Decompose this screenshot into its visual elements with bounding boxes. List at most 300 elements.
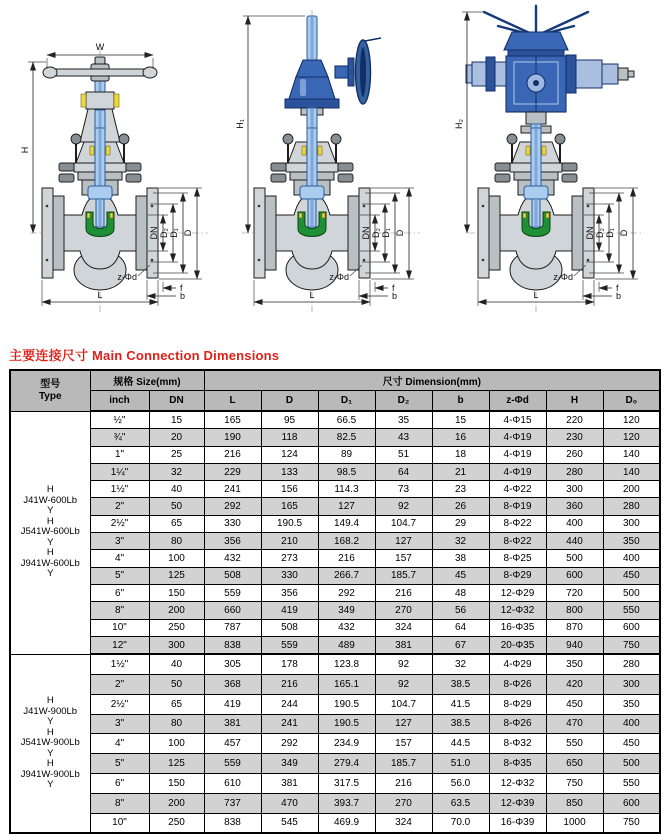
dimension-cell: 457 bbox=[204, 734, 261, 754]
column-header: inch bbox=[90, 391, 149, 412]
header-size-group: 规格 Size(mm) bbox=[90, 370, 204, 391]
dimension-cell: 300 bbox=[149, 636, 204, 654]
dimension-cell: 241 bbox=[204, 481, 261, 498]
dimension-cell: 140 bbox=[603, 463, 660, 480]
stem-collar bbox=[88, 186, 112, 199]
dimension-cell: 120 bbox=[603, 429, 660, 446]
dimension-cell: 120 bbox=[603, 411, 660, 429]
dimension-cell: 18 bbox=[432, 446, 489, 463]
dim-label-D: D bbox=[183, 229, 193, 237]
dimension-cell: 165 bbox=[261, 498, 318, 515]
dimension-cell: 3" bbox=[90, 533, 149, 550]
dimension-cell: 12" bbox=[90, 636, 149, 654]
dimension-cell: 98.5 bbox=[318, 463, 375, 480]
dimension-cell: 360 bbox=[546, 498, 603, 515]
dimension-cell: 241 bbox=[261, 714, 318, 734]
handwheel-bar bbox=[47, 69, 153, 76]
dimension-cell: 8-Φ19 bbox=[489, 498, 546, 515]
dimension-cell: 317.5 bbox=[318, 773, 375, 793]
dimension-cell: 35 bbox=[375, 411, 432, 429]
dimension-cell: ¾" bbox=[90, 429, 149, 446]
svg-text:f: f bbox=[616, 283, 619, 293]
dimension-cell: 838 bbox=[204, 636, 261, 654]
dimension-cell: 44.5 bbox=[432, 734, 489, 754]
section-title-zh: 主要连接尺寸 bbox=[9, 348, 89, 363]
dimension-cell: 124 bbox=[261, 446, 318, 463]
header-type-en: Type bbox=[38, 390, 62, 402]
dimension-cell: 38 bbox=[432, 550, 489, 567]
dimension-cell: 40 bbox=[149, 654, 204, 674]
dimension-cell: 234.9 bbox=[318, 734, 375, 754]
dimension-cell: 400 bbox=[603, 550, 660, 567]
svg-text:z-Φd: z-Φd bbox=[329, 272, 349, 282]
column-header: D₂ bbox=[375, 391, 432, 412]
dimension-cell: 190.5 bbox=[318, 694, 375, 714]
dimension-cell: 270 bbox=[375, 602, 432, 619]
valve2-body bbox=[242, 128, 420, 312]
dimension-cell: 8-Φ26 bbox=[489, 674, 546, 694]
yoke-sleeve bbox=[86, 92, 114, 109]
dimension-cell: 469.9 bbox=[318, 813, 375, 833]
dimension-cell: 280 bbox=[546, 463, 603, 480]
dimension-cell: 32 bbox=[149, 463, 204, 480]
dimension-cell: 508 bbox=[261, 619, 318, 636]
column-header: L bbox=[204, 391, 261, 412]
dimension-cell: 190.5 bbox=[318, 714, 375, 734]
dimension-cell: 508 bbox=[204, 567, 261, 584]
dimension-cell: 8-Φ22 bbox=[489, 515, 546, 532]
dimension-cell: 349 bbox=[261, 754, 318, 774]
valve-drawing-gear bbox=[223, 0, 446, 338]
dimension-cell: 279.4 bbox=[318, 754, 375, 774]
dimension-cell: 10" bbox=[90, 619, 149, 636]
dimension-cell: 720 bbox=[546, 584, 603, 601]
dimension-cell: 65 bbox=[149, 515, 204, 532]
svg-text:f: f bbox=[392, 283, 395, 293]
dimension-cell: 8-Φ29 bbox=[489, 567, 546, 584]
dimension-cell: 400 bbox=[546, 515, 603, 532]
dimension-cell: 114.3 bbox=[318, 481, 375, 498]
dimension-cell: 1½" bbox=[90, 654, 149, 674]
dimension-cell: 45 bbox=[432, 567, 489, 584]
dimension-cell: 63.5 bbox=[432, 793, 489, 813]
dim-label-H: H bbox=[20, 146, 30, 154]
dimension-cell: 4" bbox=[90, 734, 149, 754]
dimension-cell: 190 bbox=[204, 429, 261, 446]
dimension-cell: 2" bbox=[90, 674, 149, 694]
valve-drawing-electric bbox=[446, 0, 670, 338]
column-header: H bbox=[546, 391, 603, 412]
dimension-cell: 350 bbox=[603, 694, 660, 714]
dimension-cell: 940 bbox=[546, 636, 603, 654]
svg-text:D₂: D₂ bbox=[595, 228, 605, 238]
table-row bbox=[10, 754, 660, 774]
dimension-cell: 123.8 bbox=[318, 654, 375, 674]
dimension-cell: 500 bbox=[546, 550, 603, 567]
dimension-cell: 80 bbox=[149, 533, 204, 550]
section-title bbox=[9, 345, 670, 364]
dimension-cell: 40 bbox=[149, 481, 204, 498]
dimension-cell: 89 bbox=[318, 446, 375, 463]
column-header: z-Φd bbox=[489, 391, 546, 412]
dimension-cell: 8" bbox=[90, 602, 149, 619]
dimension-cell: 273 bbox=[261, 550, 318, 567]
table-row bbox=[10, 674, 660, 694]
dimension-cell: 156 bbox=[261, 481, 318, 498]
dimension-cell: 559 bbox=[204, 584, 261, 601]
table-row bbox=[10, 714, 660, 734]
gland-right bbox=[114, 94, 119, 107]
dimension-cell: 104.7 bbox=[375, 694, 432, 714]
table-row bbox=[10, 411, 660, 429]
svg-text:DN: DN bbox=[585, 226, 595, 240]
table-row bbox=[10, 550, 660, 567]
dimension-cell: 419 bbox=[204, 694, 261, 714]
table-row bbox=[10, 636, 660, 654]
dimension-cell: 16-Φ35 bbox=[489, 619, 546, 636]
dimension-cell: 5" bbox=[90, 567, 149, 584]
dimension-cell: 4-Φ19 bbox=[489, 463, 546, 480]
dimension-cell: 41.5 bbox=[432, 694, 489, 714]
svg-text:z-Φd: z-Φd bbox=[553, 272, 573, 282]
table-row bbox=[10, 463, 660, 480]
dimension-cell: 25 bbox=[149, 446, 204, 463]
dimension-cell: 95 bbox=[261, 411, 318, 429]
table-row bbox=[10, 793, 660, 813]
dimension-cell: 133 bbox=[261, 463, 318, 480]
dimension-cell: 420 bbox=[546, 674, 603, 694]
dimension-cell: 82.5 bbox=[318, 429, 375, 446]
dimension-cell: 450 bbox=[546, 694, 603, 714]
gland-left bbox=[81, 94, 86, 107]
dimension-cell: 737 bbox=[204, 793, 261, 813]
dimension-cell: 787 bbox=[204, 619, 261, 636]
table-row bbox=[10, 515, 660, 532]
svg-text:D₂: D₂ bbox=[371, 228, 381, 238]
dimension-cell: 216 bbox=[318, 550, 375, 567]
dimension-cell: 250 bbox=[149, 619, 204, 636]
dimension-cell: 550 bbox=[546, 734, 603, 754]
dimension-cell: 51 bbox=[375, 446, 432, 463]
dimension-cell: 12-Φ32 bbox=[489, 773, 546, 793]
dimension-cell: 550 bbox=[603, 773, 660, 793]
dim-label-D1: D₁ bbox=[169, 228, 179, 238]
dimension-cell: 8-Φ29 bbox=[489, 694, 546, 714]
dimension-cell: 149.4 bbox=[318, 515, 375, 532]
svg-text:D₁: D₁ bbox=[605, 228, 615, 238]
dimension-cell: 140 bbox=[603, 446, 660, 463]
svg-text:b: b bbox=[392, 291, 398, 301]
column-header: D₀ bbox=[603, 391, 660, 412]
dimension-cell: 229 bbox=[204, 463, 261, 480]
table-row bbox=[10, 429, 660, 446]
dimension-cell: 118 bbox=[261, 429, 318, 446]
dimension-cell: 100 bbox=[149, 734, 204, 754]
dimension-cell: 870 bbox=[546, 619, 603, 636]
table-row bbox=[10, 813, 660, 833]
dimension-cell: 230 bbox=[546, 429, 603, 446]
dimension-cell: 4-Φ15 bbox=[489, 411, 546, 429]
dimension-cell: 381 bbox=[375, 636, 432, 654]
valve3-body bbox=[468, 128, 644, 312]
table-row bbox=[10, 446, 660, 463]
dimension-cell: 38.5 bbox=[432, 674, 489, 694]
dimension-cell: 381 bbox=[261, 773, 318, 793]
dimension-cell: 280 bbox=[603, 498, 660, 515]
svg-text:b: b bbox=[616, 291, 622, 301]
dimension-cell: 125 bbox=[149, 567, 204, 584]
dimension-cell: 280 bbox=[603, 654, 660, 674]
dimension-cell: 1½" bbox=[90, 481, 149, 498]
dimension-cell: 300 bbox=[603, 674, 660, 694]
svg-text:D₁: D₁ bbox=[381, 228, 391, 238]
valve-drawings bbox=[0, 0, 670, 338]
dimension-cell: 750 bbox=[603, 636, 660, 654]
dimension-cell: 80 bbox=[149, 714, 204, 734]
dimension-cell: 750 bbox=[546, 773, 603, 793]
dimension-cell: 393.7 bbox=[318, 793, 375, 813]
dimension-cell: 65 bbox=[149, 694, 204, 714]
eye-bolt-right bbox=[119, 134, 129, 144]
dimension-cell: 3" bbox=[90, 714, 149, 734]
dimension-cell: 305 bbox=[204, 654, 261, 674]
sub-header-row bbox=[10, 391, 660, 412]
dimension-cell: 450 bbox=[603, 734, 660, 754]
dimension-cell: 216 bbox=[261, 674, 318, 694]
dimension-cell: 450 bbox=[603, 567, 660, 584]
dim-label-DN: DN bbox=[149, 226, 159, 240]
dimension-cell: 12-Φ29 bbox=[489, 584, 546, 601]
table-row bbox=[10, 602, 660, 619]
dimension-cell: 157 bbox=[375, 550, 432, 567]
dimension-cell: 16-Φ39 bbox=[489, 813, 546, 833]
dimension-cell: 16 bbox=[432, 429, 489, 446]
gearbox-body bbox=[289, 77, 335, 99]
dimension-cell: 270 bbox=[375, 793, 432, 813]
valve-drawing-handwheel bbox=[0, 0, 223, 338]
dimension-cell: 2" bbox=[90, 498, 149, 515]
dimension-cell: 432 bbox=[318, 619, 375, 636]
dimension-cell: 92 bbox=[375, 498, 432, 515]
dim-label-L: L bbox=[97, 290, 103, 300]
dimension-cell: 838 bbox=[204, 813, 261, 833]
dimension-cell: 2½" bbox=[90, 694, 149, 714]
dimension-cell: 266.7 bbox=[318, 567, 375, 584]
dimension-cell: 6" bbox=[90, 773, 149, 793]
section-title-en: Main Connection Dimensions bbox=[92, 348, 280, 363]
table-row bbox=[10, 481, 660, 498]
dimension-cell: 20-Φ35 bbox=[489, 636, 546, 654]
svg-text:D: D bbox=[395, 229, 405, 237]
table-row bbox=[10, 773, 660, 793]
dimension-cell: 292 bbox=[204, 498, 261, 515]
header-dim-group: 尺寸 Dimension(mm) bbox=[204, 370, 660, 391]
dimension-cell: 4-Φ19 bbox=[489, 446, 546, 463]
dimension-cell: 15 bbox=[149, 411, 204, 429]
dimension-cell: 350 bbox=[603, 533, 660, 550]
table-group-600lb bbox=[10, 411, 660, 654]
dimension-cell: 660 bbox=[204, 602, 261, 619]
dimension-cell: 800 bbox=[546, 602, 603, 619]
dimension-cell: 324 bbox=[375, 619, 432, 636]
dimension-cell: 50 bbox=[149, 674, 204, 694]
dimension-cell: 8" bbox=[90, 793, 149, 813]
header-type-zh: 型号 bbox=[40, 378, 61, 390]
dimension-cell: 51.0 bbox=[432, 754, 489, 774]
dimension-cell: ½" bbox=[90, 411, 149, 429]
dimension-cell: 185.7 bbox=[375, 567, 432, 584]
dimension-cell: 419 bbox=[261, 602, 318, 619]
dimension-cell: 92 bbox=[375, 674, 432, 694]
dimension-cell: 8-Φ26 bbox=[489, 714, 546, 734]
dimension-cell: 4-Φ29 bbox=[489, 654, 546, 674]
dimension-cell: 4-Φ22 bbox=[489, 481, 546, 498]
valve2-top-gearbox bbox=[285, 10, 381, 142]
dimension-cell: 26 bbox=[432, 498, 489, 515]
dimension-cell: 500 bbox=[603, 754, 660, 774]
dimension-cell: 50 bbox=[149, 498, 204, 515]
dimension-cell: 6" bbox=[90, 584, 149, 601]
dimension-cell: 216 bbox=[375, 773, 432, 793]
dimension-cell: 150 bbox=[149, 773, 204, 793]
dimension-cell: 127 bbox=[375, 533, 432, 550]
table-row bbox=[10, 567, 660, 584]
dim-label-W: W bbox=[95, 42, 105, 52]
dimension-cell: 559 bbox=[204, 754, 261, 774]
dimension-cell: 470 bbox=[546, 714, 603, 734]
dimension-cell: 200 bbox=[149, 793, 204, 813]
svg-text:D: D bbox=[619, 229, 629, 237]
dimension-cell: 66.5 bbox=[318, 411, 375, 429]
table-row bbox=[10, 498, 660, 515]
dimension-cell: 432 bbox=[204, 550, 261, 567]
dimension-cell: 1000 bbox=[546, 813, 603, 833]
dimension-cell: 650 bbox=[546, 754, 603, 774]
table-row bbox=[10, 654, 660, 674]
table-row bbox=[10, 734, 660, 754]
dimension-cell: 200 bbox=[603, 481, 660, 498]
table-header bbox=[10, 370, 660, 411]
valve3-top-actuator bbox=[466, 4, 634, 142]
dimension-cell: 216 bbox=[375, 584, 432, 601]
dimension-cell: 4" bbox=[90, 550, 149, 567]
dimension-cell: 1" bbox=[90, 446, 149, 463]
dimension-cell: 56.0 bbox=[432, 773, 489, 793]
dimension-cell: 850 bbox=[546, 793, 603, 813]
dimension-cell: 157 bbox=[375, 734, 432, 754]
dimension-cell: 292 bbox=[318, 584, 375, 601]
dim-label-f: f bbox=[180, 283, 183, 293]
dimension-cell: 1¼" bbox=[90, 463, 149, 480]
dimension-cell: 2½" bbox=[90, 515, 149, 532]
dimension-cell: 190.5 bbox=[261, 515, 318, 532]
dimension-cell: 300 bbox=[603, 515, 660, 532]
dimension-cell: 250 bbox=[149, 813, 204, 833]
valve-type-cell: H J41W-600Lb Y H J541W-600Lb Y H J941W-600Lb Y bbox=[10, 411, 90, 654]
dimension-cell: 48 bbox=[432, 584, 489, 601]
column-header: D₁ bbox=[318, 391, 375, 412]
gearbox-base bbox=[285, 99, 339, 108]
dimension-cell: 92 bbox=[375, 654, 432, 674]
dim-label-zd: z-Φd bbox=[117, 272, 137, 282]
dimension-cell: 244 bbox=[261, 694, 318, 714]
dimension-cell: 600 bbox=[546, 567, 603, 584]
dimension-cell: 600 bbox=[603, 619, 660, 636]
dimension-cell: 381 bbox=[204, 714, 261, 734]
dimension-cell: 5" bbox=[90, 754, 149, 774]
dimension-cell: 165.1 bbox=[318, 674, 375, 694]
dimension-cell: 64 bbox=[432, 619, 489, 636]
dimension-cell: 165 bbox=[204, 411, 261, 429]
dimension-cell: 12-Φ32 bbox=[489, 602, 546, 619]
dimension-cell: 200 bbox=[149, 602, 204, 619]
dimension-cell: 610 bbox=[204, 773, 261, 793]
table-row bbox=[10, 619, 660, 636]
dimension-cell: 67 bbox=[432, 636, 489, 654]
dimension-cell: 750 bbox=[603, 813, 660, 833]
dimension-cell: 210 bbox=[261, 533, 318, 550]
dimension-cell: 127 bbox=[375, 714, 432, 734]
dimension-cell: 500 bbox=[603, 584, 660, 601]
dimension-cell: 21 bbox=[432, 463, 489, 480]
dim-label-H1: H₁ bbox=[235, 119, 245, 129]
dimensions-table bbox=[9, 369, 661, 834]
dimension-cell: 15 bbox=[432, 411, 489, 429]
dimension-cell: 349 bbox=[318, 602, 375, 619]
dimension-cell: 330 bbox=[204, 515, 261, 532]
dim-label-D2: D₂ bbox=[159, 228, 169, 238]
dimension-cell: 356 bbox=[261, 584, 318, 601]
dimension-cell: 8-Φ32 bbox=[489, 734, 546, 754]
dim-label-b: b bbox=[180, 291, 186, 301]
dimension-cell: 38.5 bbox=[432, 714, 489, 734]
table-row bbox=[10, 584, 660, 601]
dimension-cell: 324 bbox=[375, 813, 432, 833]
dimension-cell: 300 bbox=[546, 481, 603, 498]
gear-shaft bbox=[335, 66, 348, 78]
dimension-cell: 43 bbox=[375, 429, 432, 446]
dimension-cell: 559 bbox=[261, 636, 318, 654]
dimension-cell: 8-Φ25 bbox=[489, 550, 546, 567]
svg-text:DN: DN bbox=[361, 226, 371, 240]
eye-bolt-left bbox=[71, 134, 81, 144]
table-group-900lb bbox=[10, 654, 660, 833]
dimension-cell: 600 bbox=[603, 793, 660, 813]
dimension-cell: 73 bbox=[375, 481, 432, 498]
dimension-cell: 470 bbox=[261, 793, 318, 813]
dimension-cell: 292 bbox=[261, 734, 318, 754]
dimension-cell: 20 bbox=[149, 429, 204, 446]
dimension-cell: 4-Φ19 bbox=[489, 429, 546, 446]
dimension-cell: 216 bbox=[204, 446, 261, 463]
dimension-cell: 368 bbox=[204, 674, 261, 694]
dimension-cell: 330 bbox=[261, 567, 318, 584]
header-type bbox=[10, 370, 90, 411]
table-row bbox=[10, 694, 660, 714]
column-header: DN bbox=[149, 391, 204, 412]
svg-text:L: L bbox=[309, 290, 315, 300]
table-row bbox=[10, 533, 660, 550]
dim-label-H2: H₂ bbox=[454, 119, 464, 129]
dimension-cell: 56 bbox=[432, 602, 489, 619]
dimension-cell: 10" bbox=[90, 813, 149, 833]
dimension-cell: 100 bbox=[149, 550, 204, 567]
dimension-cell: 489 bbox=[318, 636, 375, 654]
dimension-cell: 32 bbox=[432, 654, 489, 674]
svg-text:L: L bbox=[533, 290, 539, 300]
column-header: D bbox=[261, 391, 318, 412]
dimension-cell: 64 bbox=[375, 463, 432, 480]
